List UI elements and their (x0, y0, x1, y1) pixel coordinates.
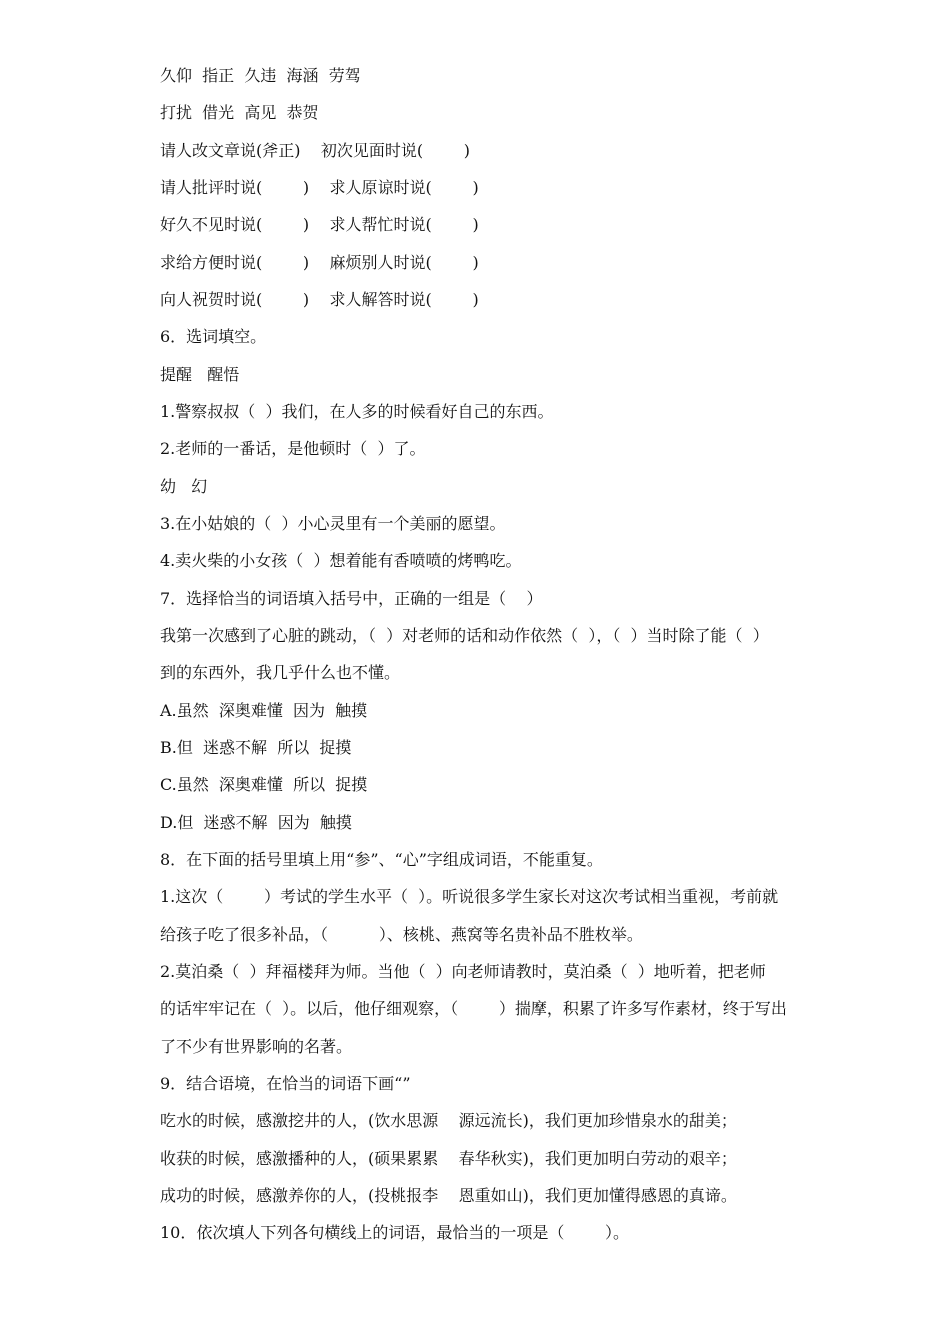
exercise-line: 4.卖火柴的小女孩（ ）想着能有香喷喷的烤鸭吃。 (160, 551, 522, 570)
word-choice-line: 提醒 醒悟 (160, 365, 240, 384)
paragraph-line: 1.这次（ ）考试的学生水平（ ）。听说很多学生家长对这次考试相当重视，考前就 (160, 887, 779, 906)
paragraph-line: 的话牢牢记在（ ）。以后，他仔细观察，（ ）揣摩，积累了许多写作素材，终于写出 (160, 999, 787, 1018)
paragraph-line: 到的东西外，我几乎什么也不懂。 (160, 663, 401, 682)
option-d: D.但 迷惑不解 因为 触摸 (160, 813, 352, 832)
exercise-line: 2.老师的一番话，是他顿时（ ）了。 (160, 439, 426, 458)
exercise-line: 请人批评时说( ) 求人原谅时说( ) (160, 178, 479, 197)
question-7-heading: 7．选择恰当的词语填入括号中，正确的一组是（ ） (160, 589, 543, 608)
word-choice-line: 幼 幻 (160, 477, 208, 496)
question-10-heading: 10．依次填人下列各句横线上的词语，最恰当的一项是（ ）。 (160, 1223, 630, 1242)
exercise-line: 向人祝贺时说( ) 求人解答时说( ) (160, 290, 479, 309)
exercise-line: 3.在小姑娘的（ ）小心灵里有一个美丽的愿望。 (160, 514, 506, 533)
paragraph-line: 2.莫泊桑（ ）拜福楼拜为师。当他（ ）向老师请教时，莫泊桑（ ）地听着，把老师 (160, 962, 766, 981)
vocab-list-line-2: 打扰 借光 高见 恭贺 (160, 103, 319, 122)
option-b: B.但 迷惑不解 所以 捉摸 (160, 738, 352, 757)
vocab-list-line-1: 久仰 指正 久违 海涵 劳驾 (160, 66, 361, 85)
option-c: C.虽然 深奥难懂 所以 捉摸 (160, 775, 368, 794)
exercise-line: 求给方便时说( ) 麻烦别人时说( ) (160, 253, 479, 272)
paragraph-line: 成功的时候，感激养你的人，(投桃报李 恩重如山)，我们更加懂得感恩的真谛。 (160, 1186, 737, 1205)
paragraph-line: 给孩子吃了很多补品，（ ）、核桃、燕窝等名贵补品不胜枚举。 (160, 925, 643, 944)
paragraph-line: 收获的时候，感激播种的人，(硕果累累 春华秋实)，我们更加明白劳动的艰辛； (160, 1149, 737, 1168)
question-8-heading: 8．在下面的括号里填上用“参”、“心”字组成词语，不能重复。 (160, 850, 603, 869)
paragraph-line: 吃水的时候，感激挖井的人，(饮水思源 源远流长)，我们更加珍惜泉水的甜美； (160, 1111, 737, 1130)
question-9-heading: 9．结合语境，在恰当的词语下画“” (160, 1074, 411, 1093)
paragraph-line: 我第一次感到了心脏的跳动，（ ）对老师的话和动作依然（ ），（ ）当时除了能（ ） (160, 626, 769, 645)
exercise-line: 请人改文章说(斧正) 初次见面时说( ) (160, 141, 471, 160)
paragraph-line: 了不少有世界影响的名著。 (160, 1037, 353, 1056)
exercise-line: 好久不见时说( ) 求人帮忙时说( ) (160, 215, 479, 234)
exercise-line: 1.警察叔叔（ ）我们，在人多的时候看好自己的东西。 (160, 402, 554, 421)
question-6-heading: 6．选词填空。 (160, 327, 267, 346)
option-a: A.虽然 深奥难懂 因为 触摸 (160, 701, 368, 720)
